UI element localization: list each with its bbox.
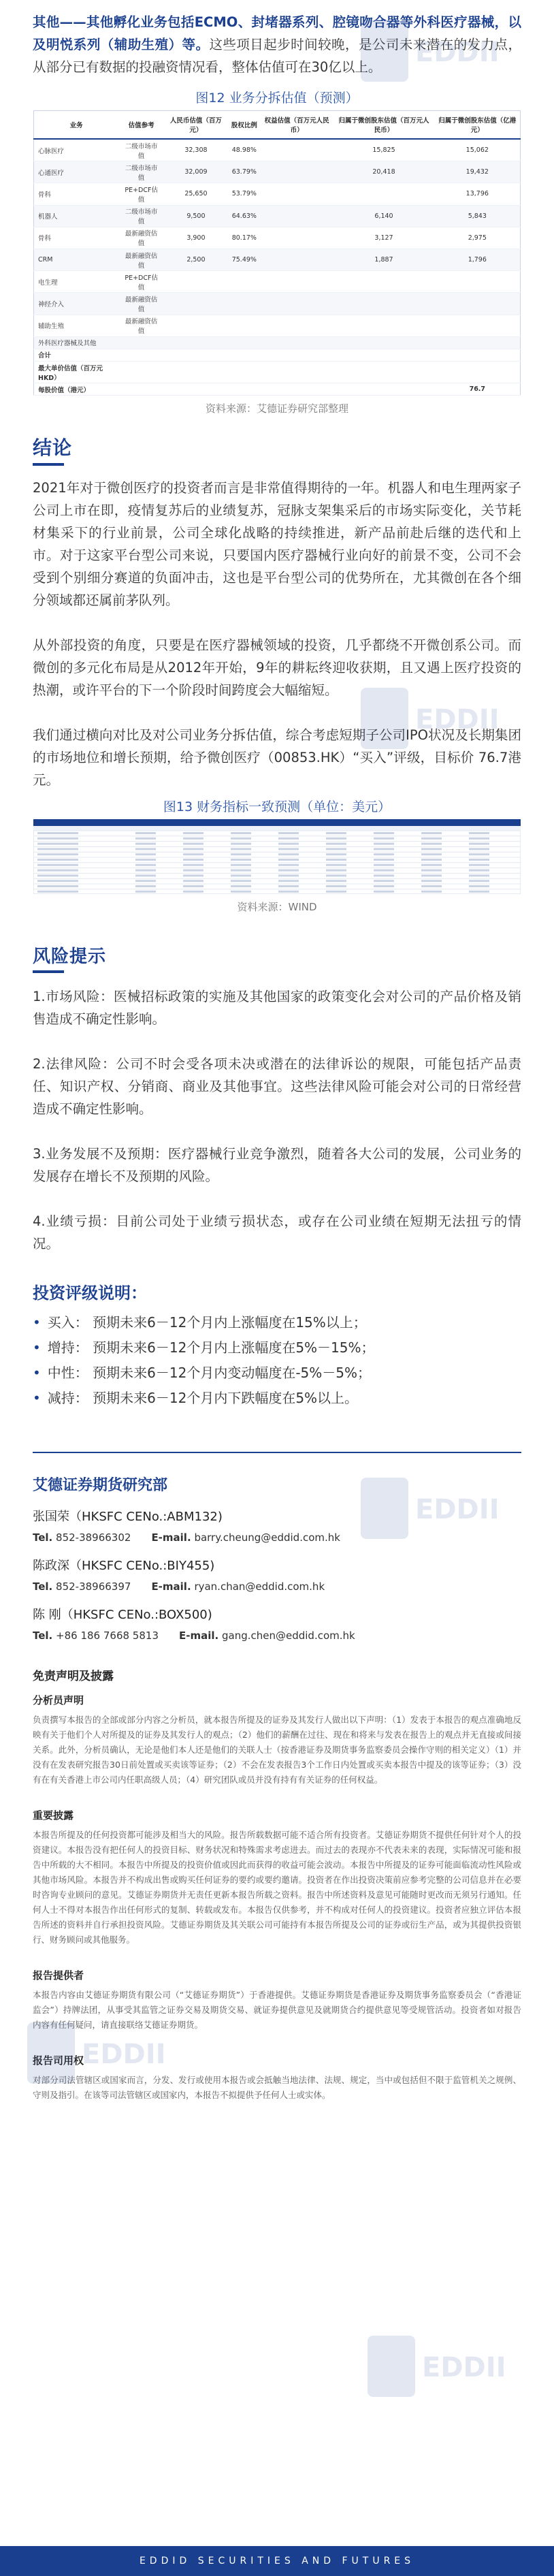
valuation-total-row — [34, 383, 521, 396]
table-cell — [435, 349, 521, 361]
table-cell — [261, 349, 333, 361]
disclaimer-title: 免责声明及披露 — [33, 1670, 114, 1684]
table-cell: 合计 — [34, 349, 119, 361]
intro-paragraph — [33, 11, 521, 78]
table-cell — [261, 227, 333, 249]
disclaimer-text-analyst: 负责撰写本报告的全部或部分内容之分析员，就本报告所提及的证券及其发行人做出以下声明：（1）发表于本报告的观点准确地反映有关于他们个人对所提及的证券及其发行人的观点；（2）他们的薪酬在过往、现在和将来与发表在报告上的观点并无直接或间接关系。此外，分析员确认，无论是他们本人还是他们的关联人士（按香港证券及期货事务监察委员会操作守则的相关定义）（1）并没有在发表研究报告30日前处置或买卖该等证券；（2）不会在发表报告3个工作日内处置或买卖本报告中提及的该等证券；（3）没有在有关香港上市公司内任职高级人员；（4）研究团队或员并没有持有有关证券的任何权益。 — [33, 1715, 521, 1785]
table-cell: 1,796 — [435, 249, 521, 270]
risk-section — [0, 942, 554, 1255]
table-cell — [333, 336, 434, 349]
analyst-email[interactable]: gang.chen@eddid.com.hk — [221, 1629, 355, 1642]
valuation-table-row — [34, 293, 521, 315]
risk-item-1: 1.市场风险：医械招标政策的实施及其他国家的政策变化会对公司的产品价格及销售造成不确定性影响。 — [33, 989, 521, 1028]
table-cell — [261, 139, 333, 161]
title-underline — [33, 463, 64, 466]
table-cell: 最新融资估值 — [118, 315, 164, 336]
table-cell: 最大单价估值（百万元HKD） — [34, 362, 119, 383]
table-cell: 5,843 — [435, 205, 521, 227]
table-cell: 骨科 — [34, 183, 119, 205]
table-cell: 心通医疗 — [34, 161, 119, 183]
table-cell: 2,500 — [164, 249, 228, 270]
analyst-tel: 852-38966397 — [56, 1580, 131, 1593]
table-cell: 64.63% — [228, 205, 261, 227]
table-cell — [333, 383, 434, 396]
header-cell: 股权比例 — [228, 111, 261, 140]
intro-highlight: 其他——其他孵化业务包括ECMO、封堵器系列、腔镜吻合器等外科医疗器械，以及明悦系列（辅助生殖）等。 — [33, 14, 521, 52]
table-cell: 63.79% — [228, 161, 261, 183]
risk-title: 风险提示 — [33, 947, 107, 968]
intro-section — [0, 0, 554, 78]
disclaimer-heading-usage: 报告司用权 — [33, 2054, 84, 2067]
risk-item-2: 2.法律风险：公司不时会受各项未决或潜在的法律诉讼的规限，可能包括产品责任、知识产权、分销商、商业及其他事宜。这些法律风险可能会对公司的日常经营造成不确定性影响。 — [33, 1056, 521, 1117]
disclaimer-heading-important: 重要披露 — [33, 1809, 74, 1822]
tel-label: Tel. — [33, 1580, 53, 1593]
table-cell — [435, 362, 521, 383]
conclusion-paragraph-3: 我们通过横向对比及对公司业务分拆估值，综合考虑短期子公司IPO状况及长期集团的市场地位和增长预期，给予微创医疗（00853.HK）“买入”评级，目标价 76.7港元。 — [33, 727, 521, 789]
table-cell: 1,887 — [333, 249, 434, 270]
analyst-3 — [33, 1605, 521, 1642]
svg-text:EDDID: EDDI — [422, 2352, 496, 2383]
table-cell — [228, 336, 261, 349]
intro-rest: 这些项目起步时间较晚，是公司未来潜在的发力点，从部分已有数据的投融资情况看，整体估值可在30亿以上。 — [33, 37, 521, 75]
valuation-table-row — [34, 249, 521, 270]
page-footer: EDDID SECURITIES AND FUTURES — [0, 2546, 554, 2576]
figure-12 — [0, 88, 554, 415]
valuation-table-header — [34, 111, 521, 140]
table-cell — [164, 293, 228, 315]
table-cell: 二级市场市值 — [118, 161, 164, 183]
table-cell: 外科医疗器械及其他 — [34, 336, 119, 349]
table-cell: 32,308 — [164, 139, 228, 161]
rating-section — [0, 1279, 554, 1411]
table-cell: 最新融资估值 — [118, 227, 164, 249]
table-cell: 每股价值（港元） — [34, 383, 119, 396]
analyst-email[interactable]: ryan.chan@eddid.com.hk — [194, 1580, 325, 1593]
table-cell — [164, 349, 228, 361]
svg-text:EDDID: EDDI — [82, 2039, 156, 2070]
analyst-2 — [33, 1556, 521, 1593]
figure-13 — [0, 797, 554, 914]
valuation-table-row — [34, 315, 521, 336]
table-cell: 75.49% — [228, 249, 261, 270]
table-cell — [261, 383, 333, 396]
svg-text:EDDID: EDDI — [415, 704, 489, 735]
table-cell — [261, 161, 333, 183]
header-cell: 人民币估值（百万元） — [164, 111, 228, 140]
rating-reduce: • 减持： 预期未来6－12个月内下跌幅度在5%以上。 — [33, 1386, 521, 1411]
table-cell — [261, 249, 333, 270]
table-cell: 53.79% — [228, 183, 261, 205]
valuation-table-row — [34, 161, 521, 183]
analyst-contact — [33, 1531, 521, 1544]
rating-buy: • 买入： 预期未来6－12个月内上涨幅度在15%以上； — [33, 1310, 521, 1335]
table-cell — [164, 362, 228, 383]
table-cell: 神经介入 — [34, 293, 119, 315]
table-cell — [333, 362, 434, 383]
disclaimer-section — [0, 1666, 554, 2103]
disclaimer-text-important: 本报告所提及的任何投资都可能涉及相当大的风险。报告所载数据可能不适合所有投资者。艾德证券期货不提供任何针对个人的投资建议。本报告没有把任何人的投资目标、财务状况和特殊需求考虑进去。而过去的表现亦不代表未来的表现，实际情况可能和报告中所载的大不相同。本报告中所提及的投资价值或因此而获得的收益可能会波动。本报告中所提及的证券可能面临流动性风险或其他市场风险。本报告并不构成出售或购买任何证券的要约或要约邀请。投资者在作出投资决策前应参考完整的公司信息并在必要时咨询专业顾问的意见。艾德证券期货并无责任更新本报告所载之资料。报告中所述资料及意见可能随时更改而无须另行通知。任何人士不得对本报告作出任何形式的复制、转载或发布。本报告仅供参考，并不构成对任何人的投资建议。投资者应独立评估本报告所述的资料并自行承担投资风险。艾德证券期货及其关联公司可能持有本报告所提及公司的证券或衍生产品，或为其提供投资银行、财务顾问或其他服务。 — [33, 1830, 521, 1945]
analyst-contact — [33, 1629, 521, 1642]
table-cell — [164, 336, 228, 349]
table-cell: 辅助生殖 — [34, 315, 119, 336]
figure-13-caption: 图13 财务指标一致预测（单位：美元） — [163, 799, 391, 815]
table-cell: 48.98% — [228, 139, 261, 161]
rating-neutral: • 中性： 预期未来6－12个月内变动幅度在-5%－5%； — [33, 1361, 521, 1386]
valuation-table-row — [34, 183, 521, 205]
analyst-tel: 852-38966302 — [56, 1531, 131, 1544]
analyst-tel: +86 186 7668 5813 — [56, 1629, 159, 1642]
table-cell — [333, 315, 434, 336]
table-cell: 最新融资估值 — [118, 249, 164, 270]
table-cell: 二级市场市值 — [118, 139, 164, 161]
table-cell — [435, 293, 521, 315]
disclaimer-text-provider: 本报告内容由艾德证券期货有限公司（“艾德证券期货”）于香港提供。艾德证券期货是香港证券及期货事务监察委员会（“香港证监会”）持牌法团，从事受其监管之证券交易及期货交易、就证券提供意见及就期货合约提供意见等受规管活动。投资者如对报告内容有任何疑问，请直接联络艾德证券期货。 — [33, 1990, 521, 2031]
table-cell — [261, 293, 333, 315]
table-cell: 20,418 — [333, 161, 434, 183]
table-cell — [261, 362, 333, 383]
email-label: E-mail. — [151, 1580, 191, 1593]
table-cell — [435, 336, 521, 349]
table-cell: PE+DCF估值 — [118, 271, 164, 293]
conclusion-title: 结论 — [33, 436, 73, 460]
table-cell: 最新融资估值 — [118, 293, 164, 315]
svg-text:EDDID: EDDI — [415, 37, 489, 68]
figure-12-caption: 图12 业务分拆估值（预测） — [195, 91, 359, 106]
table-cell: PE+DCF估值 — [118, 183, 164, 205]
table-cell: 机器人 — [34, 205, 119, 227]
table-cell: 19,432 — [435, 161, 521, 183]
valuation-table — [33, 110, 521, 396]
header-cell: 归属于微创股东估值（百万元人民币） — [333, 111, 434, 140]
valuation-total-row — [34, 349, 521, 361]
analyst-contact — [33, 1580, 521, 1593]
email-label: E-mail. — [178, 1629, 219, 1642]
analyst-name: 陈 刚（HKSFC CENo.:BOX500) — [33, 1608, 212, 1623]
table-cell: 15,062 — [435, 139, 521, 161]
table-cell: 心脉医疗 — [34, 139, 119, 161]
table-cell — [261, 205, 333, 227]
figure-12-source: 资料来源：艾德证券研究部整理 — [205, 402, 348, 415]
table-cell — [228, 293, 261, 315]
analyst-name: 张国荣（HKSFC CENo.:ABM132) — [33, 1510, 223, 1525]
table-cell: 3,127 — [333, 227, 434, 249]
risk-item-3: 3.业务发展不及预期：医疗器械行业竞争激烈，随着各大公司的发展，公司业务的发展存在增长不及预期的风险。 — [33, 1146, 521, 1185]
table-cell: 二级市场市值 — [118, 205, 164, 227]
table-cell — [228, 315, 261, 336]
analyst-email[interactable]: barry.cheung@eddid.com.hk — [194, 1531, 340, 1544]
table-cell — [435, 315, 521, 336]
valuation-table-row — [34, 139, 521, 161]
conclusion-paragraph-2: 从外部投资的角度，只要是在医疗器械领域的投资，几乎都绕不开微创系公司。而微创的多元化布局是从2012年开始，9年的耕耘终迎收获期，且又遇上医疗投资的热潮，或许平台的下一个阶段时间跨度会大幅缩短。 — [33, 637, 521, 699]
table-cell: 32,009 — [164, 161, 228, 183]
table-cell — [118, 349, 164, 361]
watermark-logo-5 — [368, 2329, 504, 2406]
table-cell — [118, 362, 164, 383]
rating-title: 投资评级说明： — [33, 1284, 147, 1303]
header-cell: 权益估值（百万元人民币） — [261, 111, 333, 140]
title-underline — [33, 970, 64, 973]
analyst-name: 陈政深（HKSFC CENo.:BIY455) — [33, 1559, 215, 1574]
table-cell — [228, 349, 261, 361]
table-cell — [333, 183, 434, 205]
conclusion-paragraph-1: 2021年对于微创医疗的投资者而言是非常值得期待的一年。机器人和电生理两家子公司上市在即，疫情复苏后的业绩复苏，冠脉支架集采后的市场实际变化，关节耗材集采下的行业前景，公司全球化战略的持续推进，新产品前赴后继的迭代和上市。对于这家平台型公司来说，只要国内医疗器械行业向好的前景不变，公司不会受到个别细分赛道的负面冲击，这也是平台型公司的优势所在，尤其微创在各个细分领域都还属前茅队列。 — [33, 480, 521, 609]
figure-13-source: 资料来源：WIND — [237, 901, 317, 914]
table-cell: 3,900 — [164, 227, 228, 249]
disclaimer-heading-provider: 报告提供者 — [33, 1969, 84, 1982]
table-cell: 25,650 — [164, 183, 228, 205]
table-cell — [261, 315, 333, 336]
table-cell — [333, 293, 434, 315]
section-divider — [33, 1452, 521, 1453]
table-cell — [261, 271, 333, 293]
header-cell: 业务 — [34, 111, 119, 140]
research-section — [0, 1474, 554, 1642]
table-cell: 6,140 — [333, 205, 434, 227]
table-cell — [333, 271, 434, 293]
valuation-table-row — [34, 336, 521, 349]
table-cell — [118, 383, 164, 396]
email-label: E-mail. — [151, 1531, 191, 1544]
risk-item-4: 4.业绩亏损：目前公司处于业绩亏损状态，或存在公司业绩在短期无法扭亏的情况。 — [33, 1213, 521, 1252]
svg-text:EDDID: EDDI — [415, 1494, 489, 1525]
valuation-table-row — [34, 205, 521, 227]
table-cell — [228, 383, 261, 396]
table-cell — [164, 271, 228, 293]
table-cell — [435, 271, 521, 293]
valuation-table-row — [34, 227, 521, 249]
tel-label: Tel. — [33, 1629, 53, 1642]
table-cell: 2,975 — [435, 227, 521, 249]
disclaimer-heading-analyst: 分析员声明 — [33, 1694, 84, 1707]
table-cell: 15,825 — [333, 139, 434, 161]
table-cell — [228, 271, 261, 293]
financial-forecast-table-image — [33, 819, 521, 894]
table-cell — [164, 315, 228, 336]
table-cell — [261, 183, 333, 205]
tel-label: Tel. — [33, 1531, 53, 1544]
table-cell: 电生理 — [34, 271, 119, 293]
header-cell: 估值参考 — [118, 111, 164, 140]
valuation-total-row — [34, 362, 521, 383]
table-cell: CRM — [34, 249, 119, 270]
valuation-table-row — [34, 271, 521, 293]
disclaimer-text-usage: 对部分司法管辖区或国家而言，分发、发行或使用本报告或会抵触当地法律、法规、规定，当中或包括但不限于监管机关之规例、守则及指引。在该等司法管辖区或国家内，本报告不拟提供予任何人士或实体。 — [33, 2075, 521, 2101]
table-cell: 80.17% — [228, 227, 261, 249]
table-cell: 13,796 — [435, 183, 521, 205]
table-cell: 骨科 — [34, 227, 119, 249]
table-cell — [164, 383, 228, 396]
table-cell — [333, 349, 434, 361]
table-cell: 9,500 — [164, 205, 228, 227]
analyst-1 — [33, 1507, 521, 1544]
rating-accumulate: • 增持： 预期未来6－12个月内上涨幅度在5%－15%； — [33, 1335, 521, 1361]
table-cell: 76.7 — [435, 383, 521, 396]
conclusion-section — [0, 433, 554, 791]
research-firm: 艾德证券期货研究部 — [33, 1477, 168, 1495]
table-cell — [261, 336, 333, 349]
header-cell: 归属于微创股东估值（亿港元） — [435, 111, 521, 140]
rating-list — [33, 1310, 521, 1411]
table-cell — [118, 336, 164, 349]
table-cell — [228, 362, 261, 383]
